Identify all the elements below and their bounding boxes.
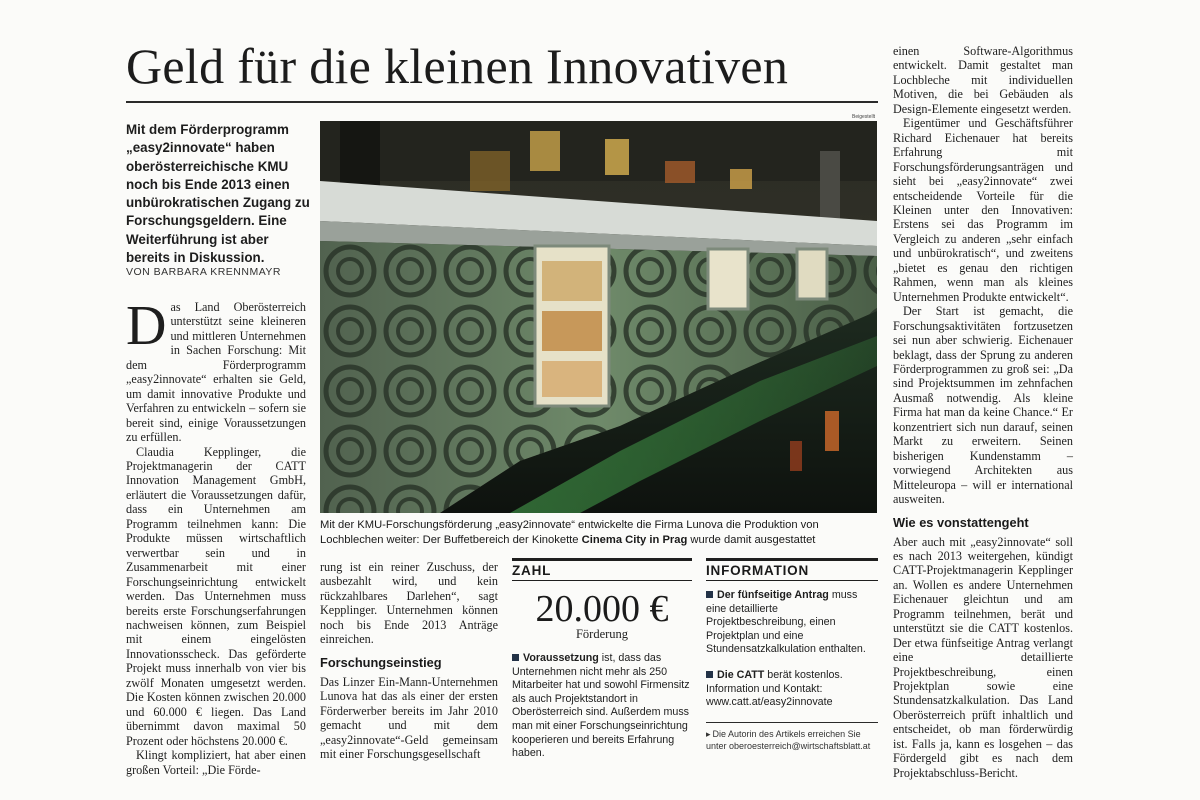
article-column-1 [126, 295, 306, 777]
zahl-text-bold: Voraussetzung [523, 652, 599, 664]
photo-illustration [320, 121, 877, 513]
headline: Geld für die kleinen Innovativen [126, 38, 789, 94]
information-item-text: berät kostenlos. Information und Kontakt: www.catt.at/easy2innovate [706, 668, 843, 709]
paragraph: Der Start ist gemacht, die Forschungsaktivitäten fortzusetzen sei nun aber schwierig. Eichenauer beklagt, dass der Sprung zu anderen Förderprogrammen zu groß sei: „Da sind Projektsummen im zehnfachen Ausmaß notwendig. Als kleine Firma hat man da keine Chance.“ Er konzentriert sich nun darauf, seinen Markt zu erweitern. Seinen bisherigen Kundenstamm – vorwiegend Architekten aus Mitteleuropa – will er international ausweiten. [893, 304, 1073, 507]
paragraph: Eigentümer und Geschäftsführer Richard Eichenauer hat bereits Erfahrung mit Forschungsförderungsanträgen und sieht bei „easy2innovate“ zwei entscheidende Vorteile für die Kleinen unter den Innovativen: Erstens sei das Programm im Vergleich zu anderen „sehr einfach und unbürokratisch“, und zweitens „bietet es genau den richtigen Rahmen, wenn man als kleines Unternehmen Produkte entwickelt“. [893, 116, 1073, 304]
author-contact-text: Die Autorin des Artikels erreichen Sie unter oberoesterreich@wirtschaftsblatt.at [706, 728, 871, 751]
paragraph: Aber auch mit „easy2innovate“ soll es nach 2013 weitergehen, kündigt CATT-Projektmanagerin Kepplinger an. Wollen es andere Unternehmen Eichenauer gleichtun und am Programm teilnehmen, berät und unterstützt sie die CATT kostenlos. Der etwa fünfseitige Antrag verlangt eine detaillierte Projektbeschreibung, einen Projektplan sowie eine Stundensatzkalkulation. Das Land Oberösterreich prüft inhaltlich und entscheidet, ob man förderwürdig ist. Falls ja, kann es losgehen – das Fördergeld gibt es nach dem Projektabschluss-Bericht. [893, 534, 1073, 780]
article-column-right [893, 44, 1073, 780]
paragraph: Das Linzer Ein-Mann-Unternehmen Lunova hat das als einer der ersten Förderwerber bereits im Jahr 2010 gemacht und mit dem „easy2innovate“-Geld gemeinsam mit einer Forschungsgesellschaft [320, 674, 498, 761]
information-item-text: muss eine detaillierte Projektbeschreibung, einen Projektplan und eine Stundensatzkalkulation enthalten. [706, 589, 866, 656]
information-item [706, 589, 878, 657]
caption-bold: Cinema City in Prag [581, 534, 688, 546]
author-contact [706, 722, 878, 752]
information-body [706, 589, 878, 710]
paragraph: Claudia Kepplinger, die Projektmanagerin der CATT Innovation Management GmbH, erläutert die Voraussetzungen dafür, dass ein Unternehmen am Programm teilnehmen kann: Die Produkte müssen wirtschaftlich verwertbar sein und in Zusammenarbeit mit einer Forschungseinrichtung entwickelt werden. Das Unternehmen muss bereits erste Forschungserfahrungen nachweisen können, zum Beispiel mit einem eingelösten Innovationsscheck. Das geförderte Projekt muss innerhalb von vier bis zwölf Monaten umgesetzt werden. Die Kosten können zwischen 20.000 und 60.000 € liegen. Das Land übernimmt davon maximal 50 Prozent oder höchstens 20.000 €. [126, 444, 306, 748]
headline-rule [126, 101, 878, 103]
zahl-number: 20.000 € [535, 588, 669, 630]
arrow-right-icon: ▸ [706, 728, 711, 739]
zahl-label: Förderung [575, 627, 629, 641]
photo-caption [320, 518, 877, 548]
zahl-title: ZAHL [512, 558, 692, 581]
article-column-2 [320, 560, 498, 761]
information-item [706, 669, 878, 710]
subheading: Wie es vonstattengeht [893, 514, 1029, 530]
zahl-text [512, 652, 692, 761]
zahl-infobox [512, 558, 692, 758]
paragraph-text: as Land Oberösterreich unterstützt seine kleineren und mittleren Unternehmen in Sachen Forschung: Mit dem Förderprogramm „easy2innovate“ erhalten sie Geld, um damit innovative Produkte und Verfahren zu entwickeln – sofern sie bereit sind, einige Voraussetzungen zu erfüllen. [126, 300, 306, 445]
caption-text-end: wurde damit ausgestattet [687, 534, 816, 546]
bullet-square-icon [706, 591, 713, 598]
article-photo-cinema-buffet [320, 121, 877, 513]
information-title: INFORMATION [706, 558, 878, 581]
subheading: Forschungseinstieg [320, 654, 442, 670]
lead-paragraph: Mit dem Förderprogramm „easy2innovate“ haben oberösterreichische KMU noch bis Ende 2013 einen unbürokratischen Zugang zu Forschungsgeldern. Eine Weiterführung ist aber bereits in Diskussion. [126, 122, 310, 266]
paragraph: rung ist ein reiner Zuschuss, der ausbezahlt wird, und kein rückzahlbares Darlehen“, sagt Kepplinger. Unternehmen können noch bis Ende 2013 Anträge einreichen. [320, 560, 498, 647]
bullet-square-icon [512, 654, 519, 661]
paragraph: Klingt kompliziert, hat aber einen großen Vorteil: „Die Förde- [126, 748, 306, 777]
paragraph: einen Software-Algorithmus entwickelt. Damit gestaltet man Lochbleche mit individuellen Motiven, die bei Gebäuden als Design-Elemente eingesetzt werden. [893, 44, 1073, 116]
bullet-square-icon [706, 671, 713, 678]
information-item-bold: Die CATT [717, 668, 765, 681]
drop-cap: D [126, 295, 167, 357]
information-infobox [706, 558, 878, 758]
photo-credit: Beigestellt [852, 114, 876, 120]
paragraph [126, 295, 306, 445]
caption-text: Mit der KMU-Forschungsförderung „easy2innovate“ entwickelte die Firma Lunova die Produktion von Lochblechen weiter: Der Buffetbereich der Kinokette [320, 519, 819, 546]
information-item-bold: Der fünfseitige Antrag [717, 589, 829, 601]
author-byline: VON BARBARA KRENNMAYR [126, 266, 282, 278]
zahl-text-body: ist, dass das Unternehmen nicht mehr als 250 Mitarbeiter hat und sowohl Firmensitz als auch Projektstandort in Oberösterreich sind. Außerdem muss man mit einer Forschungseinrichtung kooperieren und bereits Erfahrung haben. [512, 652, 690, 760]
